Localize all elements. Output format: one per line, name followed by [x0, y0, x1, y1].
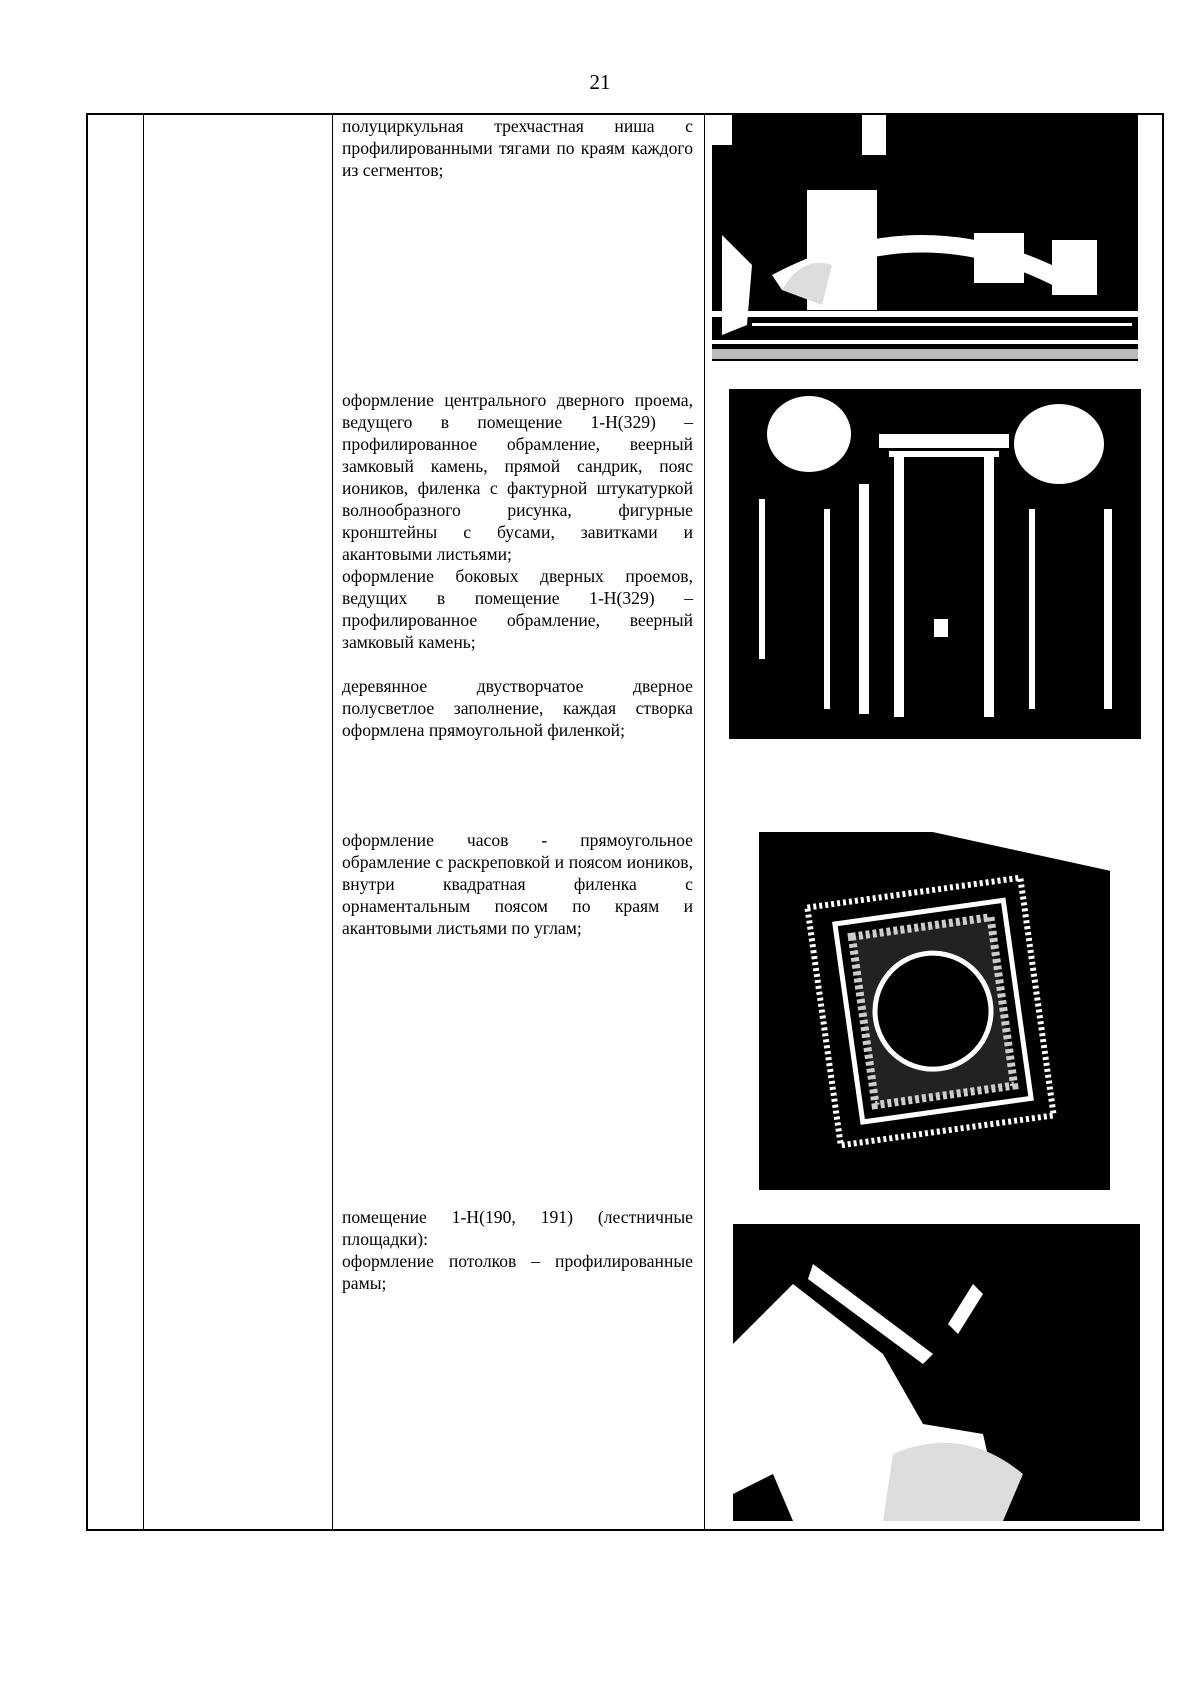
row-2-paragraph-1: оформление центрального дверного проема, ведущего в помещение 1-Н(329) – профилированное обрамление, веерный замковый камень, прямой сандрик, пояс иоников, филенка с фактурной штукатуркой волнообразного рисунка, фигурные кронштейны с бусами, завитками и акантовыми листьями; — [342, 390, 693, 564]
column-divider — [143, 115, 144, 1529]
clock-frame-photo — [758, 831, 1111, 1191]
column-divider — [332, 115, 333, 1529]
row-2-description — [342, 389, 693, 741]
row-2-paragraph-3: деревянное двустворчатое дверное полусветлое заполнение, каждая створка оформлена прямоугольной филенкой; — [342, 676, 693, 740]
semicircular-niche-photo — [712, 115, 1138, 361]
page-number: 21 — [589, 70, 611, 94]
row-3-description — [342, 829, 693, 939]
row-4-description — [342, 1206, 693, 1294]
row-4-paragraph-2: оформление потолков – профилированные рамы; — [342, 1251, 693, 1293]
row-4-paragraph-1: помещение 1-Н(190, 191) (лестничные площадки): — [342, 1207, 693, 1249]
row-1-paragraph: полуциркульная трехчастная ниша с профилированными тягами по краям каждого из сегментов; — [342, 116, 693, 180]
ceiling-frames-photo — [733, 1224, 1140, 1521]
doorways-photo — [729, 389, 1141, 739]
row-1-description — [342, 115, 693, 181]
row-2-paragraph-2: оформление боковых дверных проемов, ведущих в помещение 1-Н(329) – профилированное обрамление, веерный замковый камень; — [342, 566, 693, 652]
column-divider — [704, 115, 705, 1529]
row-3-paragraph: оформление часов - прямоугольное обрамление с раскреповкой и поясом иоников, внутри квадратная филенка с орнаментальным поясом по краям и акантовыми листьями по углам; — [342, 830, 693, 938]
